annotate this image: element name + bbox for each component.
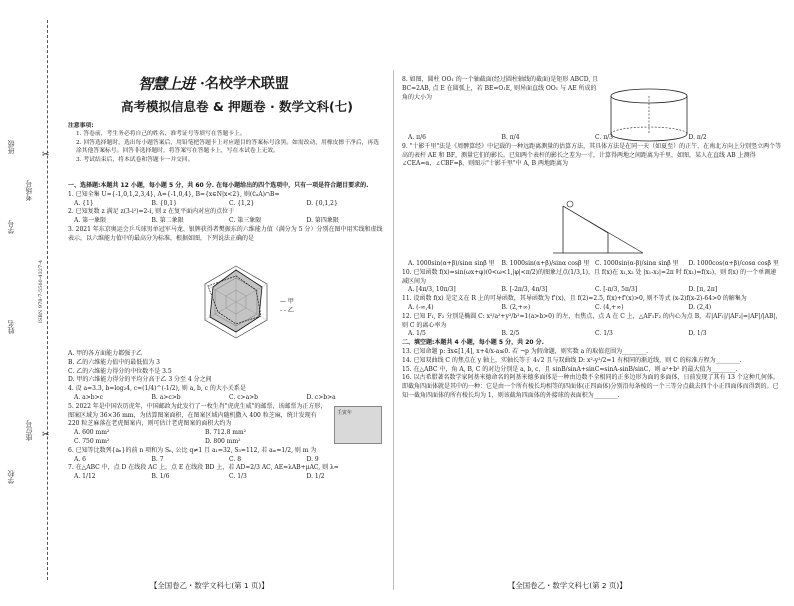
question-3-option-b: B. 乙的六维能力值中的最低值为 3 [68, 358, 160, 366]
question-15: 15. 在△ABC 中，角 A, B, C 的对边分别是 a, b, c，且 sinB/sinA+sinC=sinA-sinB/sinC，则 a²+b² 的最大值为________. [402, 365, 738, 373]
option: A. 第一象限 [74, 217, 107, 225]
option: A. 1000sin(α+β)/sinα sinβ 里 [408, 260, 495, 267]
option: C. 8 [229, 455, 242, 463]
option: C. 750 mm² [74, 437, 110, 445]
option: D. c>b>a [306, 393, 336, 401]
tiger-stamp-image: 壬寅年 [334, 406, 382, 444]
option: A. 6 [74, 455, 86, 463]
option: A. π/6 [408, 134, 426, 141]
question-8: 8. 如图，圆柱 OO₁ 的一个轴截面(经过圆柱轴线的截面)是矩形 ABCD, 且 BC=2AB, 点 E 在圆弧上，若 BE=O₁E, 则异面直线 OO₁ 与 AE 所成的角的大小为 [402, 76, 599, 101]
options-11 [402, 304, 782, 313]
option: C. 1/3 [229, 473, 247, 481]
option: B. {0,1} [151, 199, 177, 207]
label-exam-room: 考场号 [25, 180, 33, 201]
option: B. (2,+∞) [501, 303, 531, 311]
options-10 [402, 286, 782, 295]
note-item: 1. 答卷前，考生务必将自己的姓名、准考证号等填写在答题卡上。 [76, 131, 246, 138]
question-11: 11. 设函数 f(x) 是定义在 R 上的可导函数，其导函数为 f'(x)，且 f(2)=2.5, f(x)+f'(x)>0, 则不等式 (x-2)f(x-2)-64>0 的解集为 [402, 295, 747, 303]
question-14: 14. 已知双曲线 C 的焦点在 y 轴上，实轴长等于 4√2 且与双曲线 D: x²-y²/2=1 有相同的渐近线，则 C 的标准方程为________. [402, 356, 742, 364]
question-3-option-c: C. 乙的六维能力得分的中位数不是 3.5 [68, 367, 172, 375]
question-5: 5. 2022 年是中国农历虎年，中国邮政为此发行了一枚生肖"虎虎生威"的邮票，该邮票为正方形，图案区域为 36×36 mm，为估算图案面积，在图案区域内随机撒入 400 粒芝麻，统计发现有 220 粒芝麻落在老虎图案内，则可估计老虎图案的面积大约为 [68, 402, 327, 428]
question-12: 12. 已知 F₁, F₂ 分别是椭圆 C: x²/a²+y²/b²=1(a>b>0) 的左、右焦点，点 A 在 C 上，△AF₁F₂ 的内心为点 B，若|AF₁|/|AF₂|=|AF|/|AB|，则 C 的离心率为 [402, 312, 782, 329]
brand-logo: 智慧上进 [138, 74, 195, 93]
options-4 [68, 394, 384, 403]
option: C. 1000sin(α-β)/sinα sinβ 里 [595, 260, 679, 267]
triangle-figure [548, 198, 648, 258]
series-jia [210, 270, 262, 332]
option: B. π/4 [501, 134, 520, 141]
question-13: 13. 已知命题 p: ∃x∈[1,4], x+4/x-a≤0. 若 ¬p 为假命题，则实数 a 的取值范围为________. [402, 347, 649, 355]
option: A. 600 mm² [74, 429, 110, 437]
footer-page-1: 【全国卷乙・数学文科七(第 1 页)】 [150, 581, 269, 590]
option: D. 1/2 [306, 473, 325, 481]
exam-subtitle: 高考模拟信息卷 & 押题卷 · 数学文科(七) [121, 99, 353, 114]
options-7 [68, 473, 384, 482]
option: C. {1,2} [229, 199, 255, 207]
question-8-block [402, 76, 602, 102]
scissor-icon: ✂ [42, 430, 50, 440]
option: D. 9 [306, 455, 319, 463]
question-1: 1. 已知全集 U={-1,0,1,2,3,4}, A={-1,0,4}, B={x∈N|x<2}, 则(∁ₐA)∩B= [68, 190, 280, 198]
note-item: 3. 考试结束后，将本试卷和答题卡一并交回。 [76, 156, 194, 163]
notes-block [68, 122, 384, 164]
question-3-option-a: A. 甲的各方面能力都强于乙 [68, 350, 143, 357]
section-2-heading: 二、填空题:本题共 4 小题，每小题 5 分，共 20 分. [402, 339, 544, 347]
option: A. [4π/3, 10π/3] [408, 286, 456, 294]
option: B. [-2π/3, 4π/3] [501, 286, 548, 294]
question-2: 2. 已知复数 z 满足 z(3-i²)=2-i, 则 z 在复平面内对应的点位于 [68, 208, 235, 216]
section-1-heading: 一、选择题:本题共 12 小题，每小题 5 分，共 60 分. 在每小题给出的四个选项中，只有一项是符合题目要求的. [68, 182, 369, 189]
option: A. {1} [74, 199, 94, 207]
option: A. 1/12 [74, 473, 96, 481]
question-6: 6. 已知等比数列{aₙ}的前 n 项和为 Sₙ, 公比 q≠1 且 a₁=32, S₅=112, 若 aₘ=1/2, 则 m 为 [68, 446, 317, 454]
sun-icon [567, 201, 573, 207]
legend-item-jia: — 甲 [280, 298, 294, 305]
cut-line [47, 20, 48, 580]
option: C. π/3 [595, 134, 613, 141]
scissor-icon: ✂ [42, 150, 50, 160]
label-name: 姓名 [7, 320, 15, 334]
option: B. 712.8 mm² [205, 429, 247, 437]
option: B. a>c>b [151, 393, 181, 401]
binding-strip [0, 0, 62, 606]
option: D. 800 mm² [205, 437, 241, 445]
option: B. 1/6 [151, 473, 170, 481]
question-7: 7. 在△ABC 中，点 D 在线段 AC 上，点 E 在线段 BD 上，若 AD=2/3 AC, AE=λAB+μAC, 则 λ= [68, 464, 339, 472]
option: B. 7 [151, 455, 164, 463]
option: D. 1/3 [688, 330, 707, 338]
section-1 [68, 182, 384, 244]
question-9: 9. "十影千里"法是《周髀算经》中记载的一种远距离测量的估算方法，其具体方法是在同一天（如夏至）的正午，在南北方向上分别竖立两个等高的表杆 AE 和 BF，测量它们的影长。已知两个表杆的影长之差为一寸，计算得两地之间距离为千里，如图，某人在直线 AB 上测得∠CEA=α，∠CBF=β，则图示"十影千里"中 A, B 两地距离为 [402, 142, 782, 168]
options-8 [402, 134, 782, 143]
brand-title: ·名校学术联盟 [200, 76, 289, 92]
options-12 [402, 330, 782, 339]
option: A. 1/5 [408, 330, 426, 338]
column-divider [393, 70, 394, 590]
option: B. 1000sin(α+β)/sinα cosβ 里 [501, 260, 590, 267]
options-2 [68, 217, 384, 226]
option: B. 第二象限 [151, 217, 184, 225]
label-school: 学校 [7, 470, 15, 484]
question-16: 16. 以古希腊著名数学家阿基米德命名的阿基米德多面体是一种由边数不全相同的正多边形为面的多面体，日前发现了其有 13 个这种几何体。即截角四面体就是其中的一种：它是由一个所有棱长均相等的四面体(正四面体)分别沿每条棱的一个三等分点截去四个小正四面体而得到的。已知一截角四面体的所有棱长均为 1，则该截角四面体的外接球的表面积为________. [402, 374, 779, 399]
options-5 [68, 429, 336, 447]
option: D. (2,4) [688, 303, 712, 311]
label-student-number: 学号 [7, 220, 15, 234]
question-10: 10. 已知函数 f(x)=sin(ωx+φ)(0<ω<1,|φ|<π/2)的图象过点(1/3,1)，且 f(x)在 x₁,x₂ 处 |x₁-x₂|=2π 时 f(x₁)=f(x₂)，则 f(x) 的一个单调递减区间为 [402, 268, 777, 285]
option: D. 第四象限 [306, 217, 339, 225]
exam-brand [138, 72, 378, 94]
questions-9-12 [402, 260, 782, 401]
isbn-text: ISBN 978-7-5560-4327-4 [38, 260, 44, 324]
radar-legend [280, 296, 294, 314]
option: D. [π, 2π] [688, 286, 718, 294]
option: D. {0,1,2} [306, 199, 338, 207]
options-9 [402, 260, 782, 269]
options-8-block [402, 134, 782, 169]
option: A. (-∞,4) [408, 303, 434, 311]
notes-heading: 注意事项: [68, 123, 94, 129]
question-3: 3. 2021 年东京奥运会乒乓球男单冠军马龙、银牌获得者樊振东的六维能力值（满分为 5 分）分别在图中用实线和虚线表示，以六维能力值中的最高分为标准，根据如图，下列说法正确的是 [68, 225, 383, 242]
radar-chart [196, 262, 276, 342]
option: D. 1000cos(α+β)/cosα cosβ 里 [688, 260, 779, 267]
option: C. 1/3 [595, 330, 613, 338]
label-seat: 座位号 [25, 420, 33, 441]
option: C. c>a>b [229, 393, 259, 401]
footer-page-2: 【全国卷乙・数学文科七(第 2 页)】 [508, 581, 627, 590]
label-class: 班级 [7, 140, 15, 154]
option: D. π/2 [688, 134, 707, 141]
question-3-option-d: D. 甲的六维能力得分的平均分高于乙 3 分至 4 分之间 [68, 376, 212, 384]
option: C. 第三象限 [229, 217, 262, 225]
option: C. [-π/3, 5π/3] [595, 286, 638, 294]
note-item: 2. 回答选择题时，选出每小题答案后，用铅笔把答题卡上对应题目的答案标号涂黑。如需改动，用橡皮擦干净后，再选涂其他答案标号。回答非选择题时，将答案写在答题卡上，写在本试卷上无效。 [76, 139, 380, 155]
option: C. (4,+∞) [595, 303, 624, 311]
option: A. a>b>c [74, 393, 103, 401]
option: B. 2/5 [501, 330, 520, 338]
legend-item-yi: - - 乙 [280, 307, 294, 314]
question-4: 4. 设 a=3.3, b=log₂4, c=(1/4)^(-1/2), 则 a, b, c 的大小关系是 [68, 385, 246, 393]
